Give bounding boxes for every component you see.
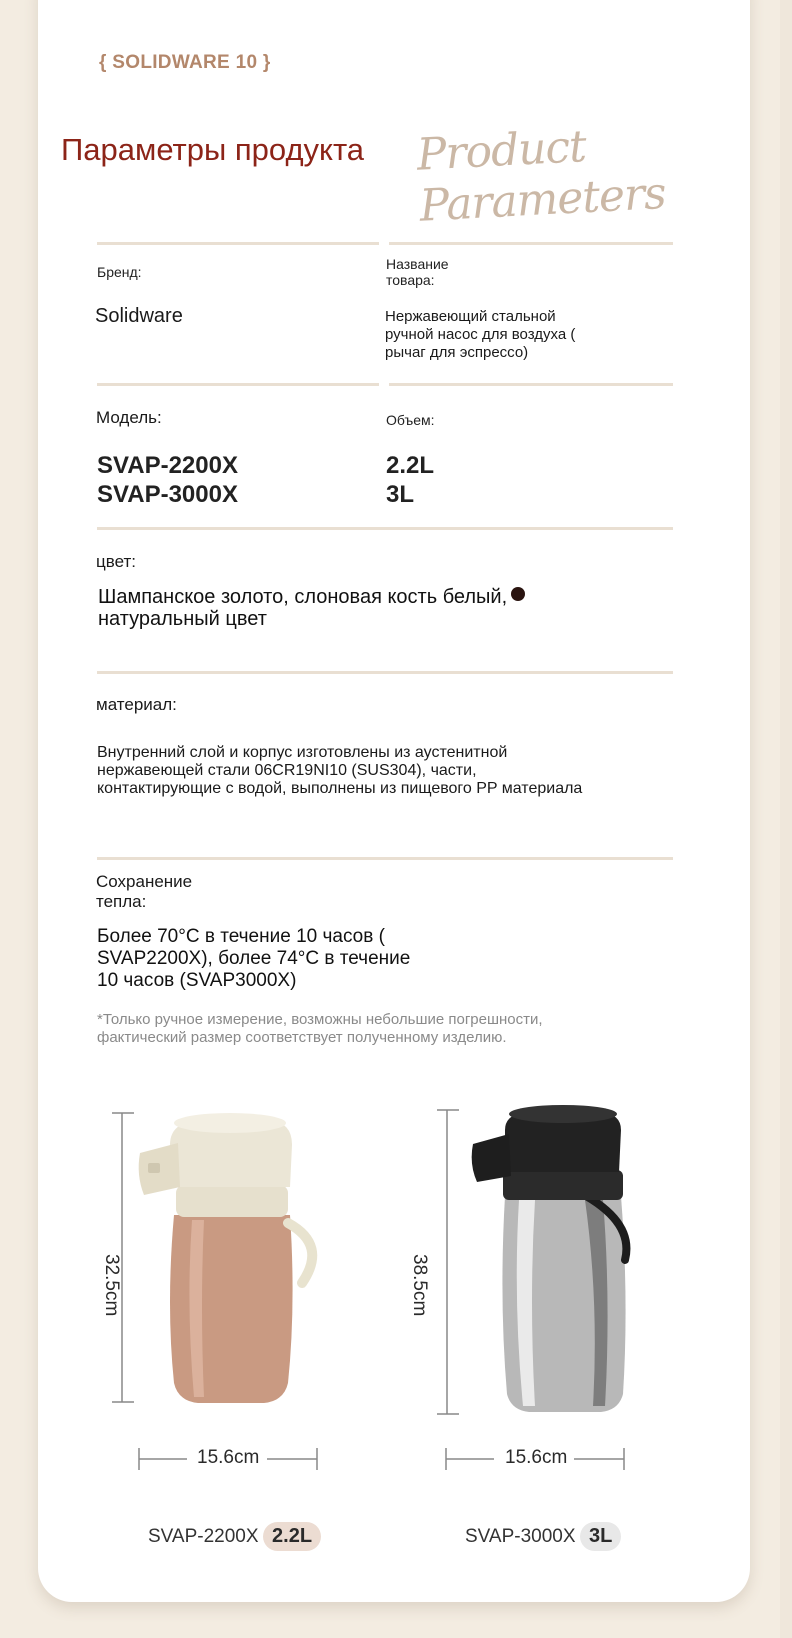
brand-tag: { SOLIDWARE 10 }: [99, 52, 271, 73]
product-2200x-illustration: [100, 1105, 330, 1435]
material-label: материал:: [96, 695, 177, 714]
product-model-2200x: SVAP-2200X: [148, 1526, 259, 1547]
brand-value: Solidware: [95, 305, 183, 327]
divider: [97, 671, 673, 674]
color-swatch-dot: [511, 587, 525, 601]
volume-label: Объем:: [386, 412, 435, 428]
height-dimension-2200x: 32.5cm: [101, 1254, 122, 1317]
color-value: Шампанское золото, слоновая кость белый, натуральный цвет: [98, 586, 525, 630]
product-caption-2200x: [148, 1522, 321, 1551]
product-name-label: Название товара:: [386, 256, 449, 288]
heat-value: Более 70°C в течение 10 часов ( SVAP2200X), более 74°C в течение 10 часов (SVAP3000X): [97, 926, 411, 991]
product-caption-3000x: [465, 1522, 621, 1551]
material-value: Внутренний слой и корпус изготовлены из аустенитной нержавеющей стали 06CR19NI10 (SUS304), части, контактирующие с водой, выполнены из пищевого PP материала: [97, 744, 583, 797]
divider: [97, 242, 379, 245]
page-title: Параметры продукта: [61, 132, 365, 167]
product-3000x-illustration: [425, 1100, 655, 1440]
product-model-3000x: SVAP-3000X: [465, 1526, 576, 1547]
height-dimension-3000x: 38.5cm: [409, 1254, 430, 1317]
divider: [97, 383, 379, 386]
width-dimension-3000x: 15.6cm: [505, 1447, 568, 1468]
width-dimension-2200x: 15.6cm: [197, 1447, 260, 1468]
divider: [97, 527, 673, 530]
divider: [97, 857, 673, 860]
measurement-note: *Только ручное измерение, возможны небольшие погрешности, фактический размер соответствует полученному изделию.: [97, 1011, 543, 1046]
volume-values: 2.2L 3L: [386, 452, 435, 508]
model-values: SVAP-2200X SVAP-3000X: [97, 452, 238, 508]
product-name-value: Нержавеющий стальной ручной насос для воздуха ( рычаг для эспрессо): [385, 308, 576, 361]
product-volume-pill-2200x: 2.2L: [263, 1522, 321, 1551]
model-label: Модель:: [96, 408, 162, 427]
right-edge-strip: [780, 0, 792, 1638]
product-volume-pill-3000x: 3L: [580, 1522, 621, 1551]
divider: [389, 242, 673, 245]
page-title-script: Product Parameters: [415, 121, 667, 232]
brand-label: Бренд:: [97, 264, 142, 280]
color-label: цвет:: [96, 552, 136, 571]
heat-label: Сохранение тепла:: [96, 872, 193, 911]
divider: [389, 383, 673, 386]
